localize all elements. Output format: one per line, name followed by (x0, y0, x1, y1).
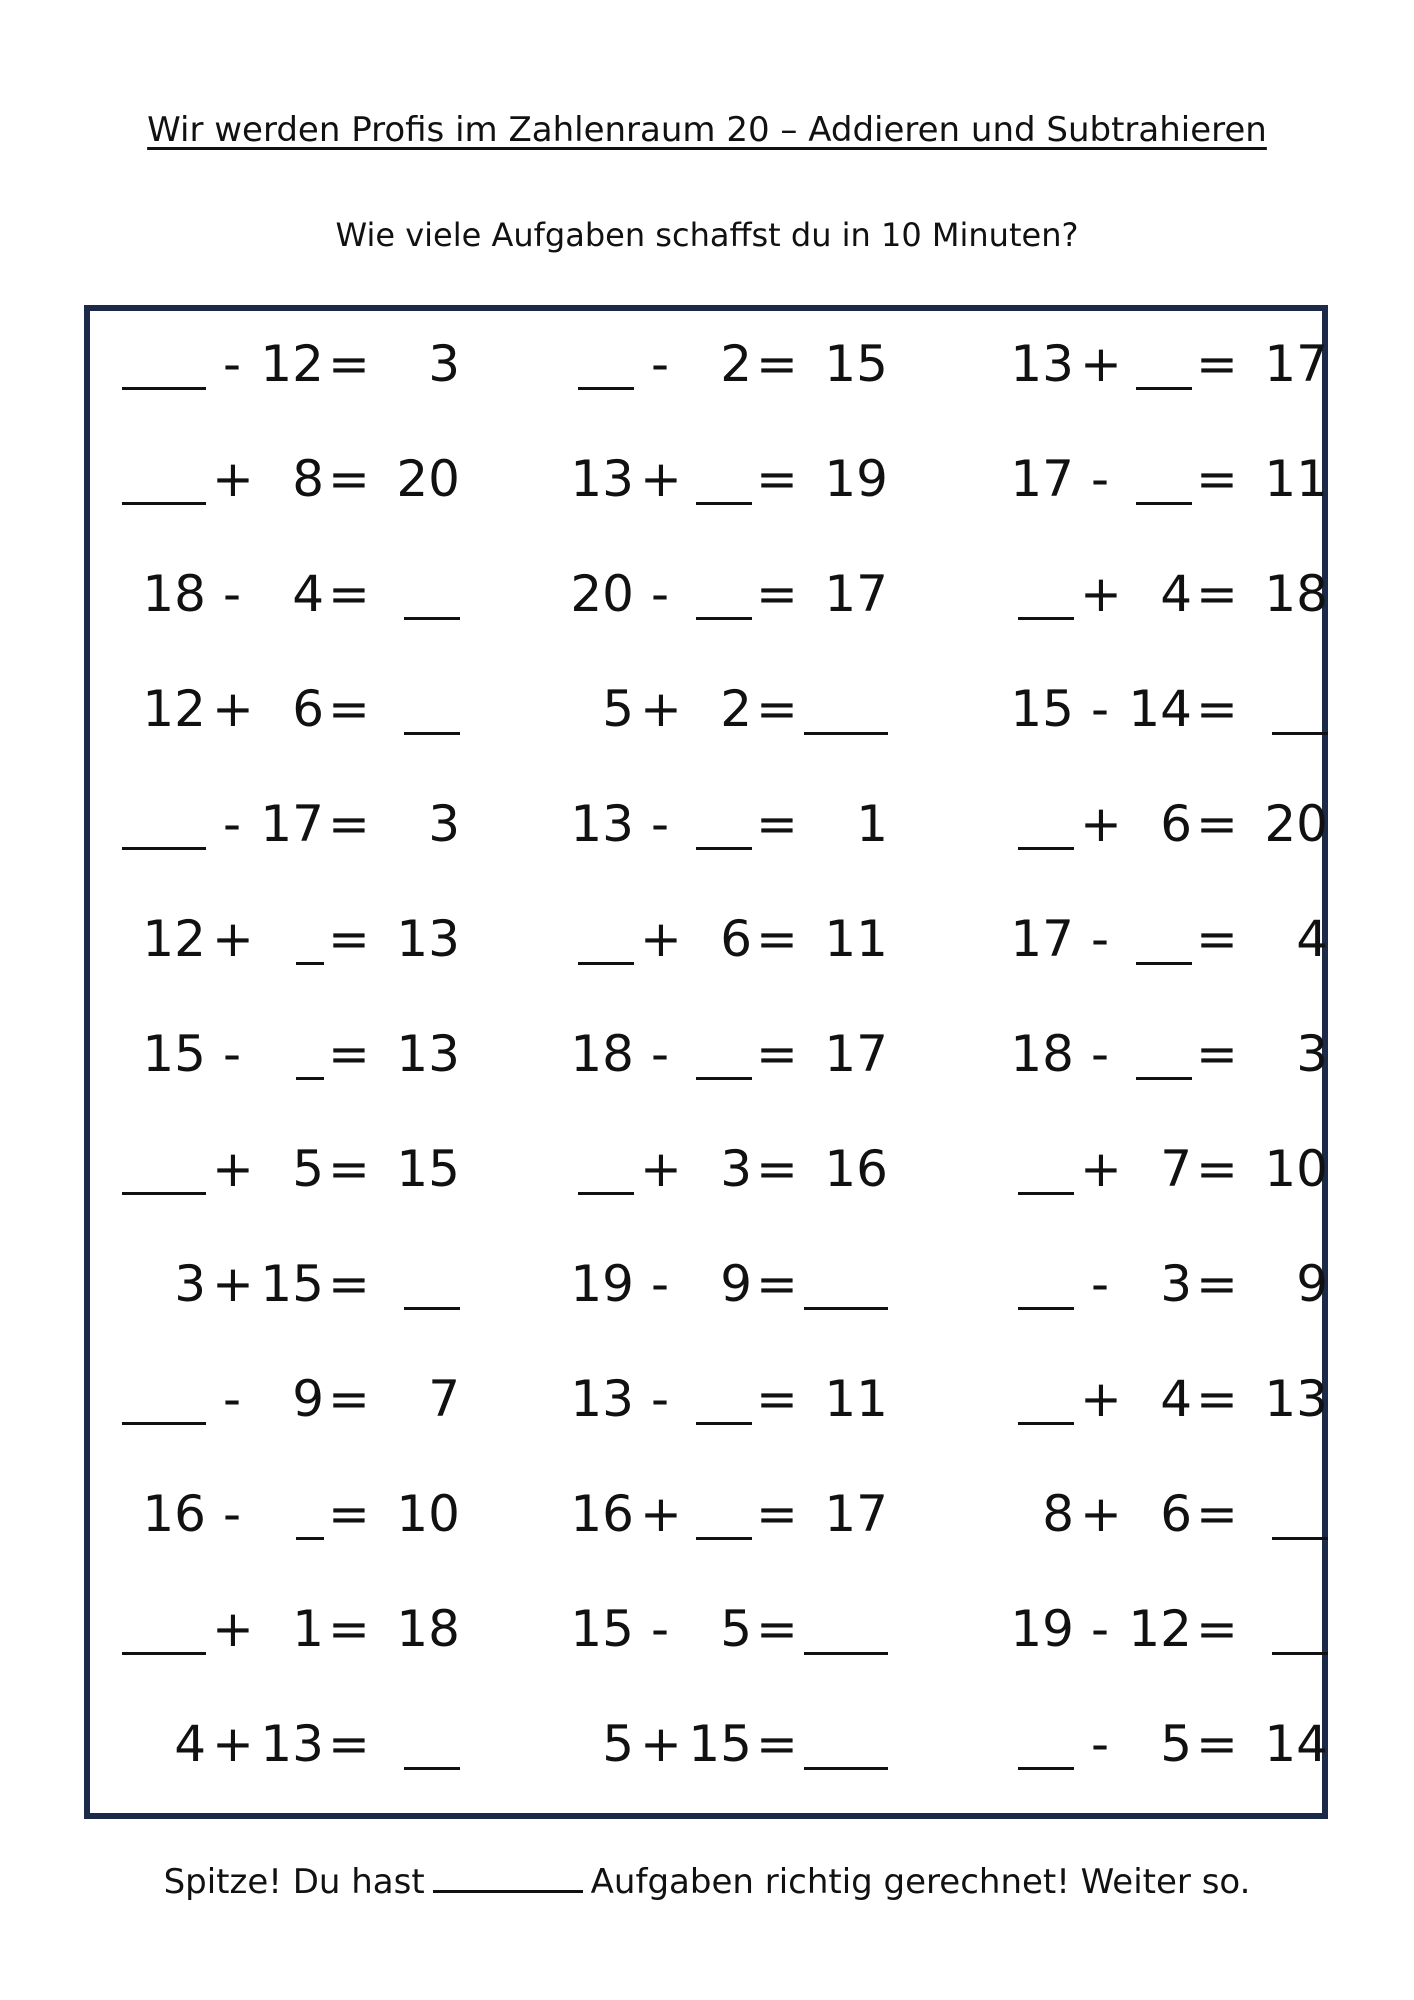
answer-blank[interactable] (696, 617, 752, 620)
equals-sign: = (1196, 565, 1238, 623)
operand-b: 5 (1160, 1715, 1192, 1773)
result: 20 (1264, 795, 1328, 853)
operand-b: 3 (720, 1140, 752, 1198)
answer-blank[interactable] (696, 1422, 752, 1425)
result: 9 (1296, 1255, 1328, 1313)
operand-b: 15 (688, 1715, 752, 1773)
operator: - (650, 1025, 670, 1083)
operand-b: 14 (1128, 680, 1192, 738)
result: 15 (824, 335, 888, 393)
operand-a (988, 554, 1074, 634)
operand-b: 7 (1160, 1140, 1192, 1198)
answer-blank[interactable] (404, 1767, 460, 1770)
result (1238, 669, 1328, 749)
operand-b: 9 (720, 1255, 752, 1313)
equals-sign: = (328, 680, 370, 738)
operator: - (650, 1255, 670, 1313)
result: 3 (428, 795, 460, 853)
operand-b (686, 1474, 752, 1554)
operator: - (650, 1600, 670, 1658)
operand-b: 12 (260, 335, 324, 393)
result: 15 (396, 1140, 460, 1198)
answer-blank[interactable] (122, 847, 206, 850)
result (1238, 1474, 1328, 1554)
operator: + (212, 1140, 254, 1198)
answer-blank[interactable] (1018, 1307, 1074, 1310)
equals-sign: = (756, 1140, 798, 1198)
operator: + (1080, 565, 1122, 623)
result: 10 (396, 1485, 460, 1543)
operand-b: 17 (260, 795, 324, 853)
result (798, 669, 888, 749)
operand-b (686, 1014, 752, 1094)
result: 13 (1264, 1370, 1328, 1428)
operand-b: 4 (1160, 1370, 1192, 1428)
operator: + (212, 680, 254, 738)
answer-blank[interactable] (404, 1307, 460, 1310)
result: 17 (1264, 335, 1328, 393)
footer-text (0, 1862, 1414, 1902)
operator: + (1080, 1485, 1122, 1543)
operand-b (1126, 324, 1192, 404)
operand-a: 19 (570, 1255, 634, 1313)
result: 11 (1264, 450, 1328, 508)
operand-a: 12 (142, 910, 206, 968)
operand-a: 13 (570, 450, 634, 508)
answer-blank[interactable] (404, 617, 460, 620)
operand-a (548, 1129, 634, 1209)
exercise-row (0, 899, 1414, 979)
answer-blank[interactable] (122, 1652, 206, 1655)
result: 10 (1264, 1140, 1328, 1198)
operand-b (1126, 439, 1192, 519)
equals-sign: = (756, 1370, 798, 1428)
answer-blank[interactable] (804, 732, 888, 735)
operator: + (212, 1715, 254, 1773)
operand-a: 8 (1042, 1485, 1074, 1543)
operator: + (640, 910, 682, 968)
worksheet-title: Wir werden Profis im Zahlenraum 20 – Addieren und Subtrahieren (147, 110, 1267, 150)
operand-a: 16 (570, 1485, 634, 1543)
equals-sign: = (1196, 335, 1238, 393)
footer-text-before: Spitze! Du hast (163, 1862, 425, 1902)
operand-a: 18 (142, 565, 206, 623)
result: 16 (824, 1140, 888, 1198)
operand-a: 17 (1010, 450, 1074, 508)
equals-sign: = (756, 910, 798, 968)
answer-blank[interactable] (1272, 1537, 1328, 1540)
equals-sign: = (328, 1600, 370, 1658)
result (370, 1244, 460, 1324)
result: 14 (1264, 1715, 1328, 1773)
answer-blank[interactable] (296, 1077, 324, 1080)
answer-blank[interactable] (578, 962, 634, 965)
operator: - (222, 1485, 242, 1543)
exercise-row (0, 1704, 1414, 1784)
operand-a: 16 (142, 1485, 206, 1543)
answer-blank[interactable] (696, 1077, 752, 1080)
equals-sign: = (756, 1025, 798, 1083)
equals-sign: = (1196, 795, 1238, 853)
operand-b: 2 (720, 335, 752, 393)
result: 18 (396, 1600, 460, 1658)
equals-sign: = (328, 795, 370, 853)
exercise-row (0, 1589, 1414, 1669)
result: 7 (428, 1370, 460, 1428)
operand-b (1126, 1014, 1192, 1094)
result: 3 (428, 335, 460, 393)
equals-sign: = (756, 1255, 798, 1313)
equals-sign: = (1196, 1715, 1238, 1773)
operand-a: 13 (570, 795, 634, 853)
equals-sign: = (756, 795, 798, 853)
equals-sign: = (328, 1140, 370, 1198)
operand-b: 1 (292, 1600, 324, 1658)
operand-b (1126, 899, 1192, 979)
equals-sign: = (328, 335, 370, 393)
answer-blank[interactable] (1018, 617, 1074, 620)
result: 13 (396, 1025, 460, 1083)
operand-b (258, 1474, 324, 1554)
operand-b: 13 (260, 1715, 324, 1773)
equals-sign: = (328, 1370, 370, 1428)
exercise-row (0, 1474, 1414, 1554)
operand-b (258, 899, 324, 979)
operand-b: 5 (292, 1140, 324, 1198)
operand-b (686, 1359, 752, 1439)
exercise-row (0, 1359, 1414, 1439)
operator: - (222, 795, 242, 853)
answer-blank[interactable] (122, 387, 206, 390)
result (370, 669, 460, 749)
result: 20 (396, 450, 460, 508)
answer-blank[interactable] (122, 502, 206, 505)
footer-text-after: Aufgaben richtig gerechnet! Weiter so. (590, 1862, 1251, 1902)
equals-sign: = (328, 565, 370, 623)
operand-a: 5 (602, 680, 634, 738)
result (798, 1589, 888, 1669)
operand-a (548, 324, 634, 404)
operator: - (1090, 1600, 1110, 1658)
operator: + (640, 1140, 682, 1198)
operator: + (212, 450, 254, 508)
operand-b: 3 (1160, 1255, 1192, 1313)
operand-a (988, 1129, 1074, 1209)
operator: + (640, 680, 682, 738)
operand-b: 2 (720, 680, 752, 738)
equals-sign: = (1196, 680, 1238, 738)
answer-blank[interactable] (122, 1422, 206, 1425)
operator: - (1090, 1255, 1110, 1313)
exercise-row (0, 669, 1414, 749)
operand-a (120, 439, 206, 519)
worksheet-subtitle: Wie viele Aufgaben schaffst du in 10 Minuten? (335, 216, 1079, 254)
result: 19 (824, 450, 888, 508)
equals-sign: = (756, 565, 798, 623)
result (798, 1704, 888, 1784)
operator: + (212, 910, 254, 968)
operator: + (212, 1600, 254, 1658)
operand-b: 6 (292, 680, 324, 738)
equals-sign: = (1196, 1140, 1238, 1198)
operand-b (686, 554, 752, 634)
equals-sign: = (328, 450, 370, 508)
operand-a: 13 (1010, 335, 1074, 393)
equals-sign: = (756, 1600, 798, 1658)
operand-b: 6 (1160, 1485, 1192, 1543)
equals-sign: = (1196, 450, 1238, 508)
answer-blank[interactable] (804, 1767, 888, 1770)
operator: + (212, 1255, 254, 1313)
operator: - (1090, 680, 1110, 738)
answer-blank[interactable] (1136, 962, 1192, 965)
equals-sign: = (328, 1485, 370, 1543)
result: 17 (824, 1025, 888, 1083)
operator: - (650, 795, 670, 853)
equals-sign: = (1196, 910, 1238, 968)
operand-b: 12 (1128, 1600, 1192, 1658)
operator: - (650, 565, 670, 623)
operand-a: 15 (142, 1025, 206, 1083)
operand-a: 13 (570, 1370, 634, 1428)
operator: - (222, 1370, 242, 1428)
equals-sign: = (328, 1255, 370, 1313)
operand-b: 4 (292, 565, 324, 623)
operand-a: 3 (174, 1255, 206, 1313)
operand-a: 12 (142, 680, 206, 738)
operand-b (686, 439, 752, 519)
result: 17 (824, 565, 888, 623)
result: 18 (1264, 565, 1328, 623)
operand-a (120, 1129, 206, 1209)
operator: - (222, 1025, 242, 1083)
operand-a (120, 1589, 206, 1669)
answer-blank[interactable] (804, 1652, 888, 1655)
operator: + (1080, 335, 1122, 393)
operator: - (222, 565, 242, 623)
equals-sign: = (1196, 1600, 1238, 1658)
equals-sign: = (1196, 1485, 1238, 1543)
operand-a: 4 (174, 1715, 206, 1773)
operand-a (988, 784, 1074, 864)
operand-a (120, 324, 206, 404)
operator: + (1080, 1370, 1122, 1428)
operator: - (1090, 1025, 1110, 1083)
answer-blank[interactable] (296, 1537, 324, 1540)
operator: - (1090, 450, 1110, 508)
result: 11 (824, 910, 888, 968)
answer-blank[interactable] (1018, 1192, 1074, 1195)
answer-blank[interactable] (804, 1307, 888, 1310)
operator: + (640, 1485, 682, 1543)
operator: - (1090, 1715, 1110, 1773)
equals-sign: = (756, 1715, 798, 1773)
operator: - (650, 1370, 670, 1428)
equals-sign: = (756, 680, 798, 738)
answer-blank[interactable] (1136, 387, 1192, 390)
operand-b (258, 1014, 324, 1094)
operand-a (120, 784, 206, 864)
answer-blank[interactable] (1018, 1422, 1074, 1425)
equals-sign: = (328, 1025, 370, 1083)
answer-blank[interactable] (296, 962, 324, 965)
answer-blank[interactable] (122, 1192, 206, 1195)
operand-b: 6 (720, 910, 752, 968)
equals-sign: = (1196, 1025, 1238, 1083)
result: 1 (856, 795, 888, 853)
footer-answer-blank[interactable] (433, 1862, 583, 1893)
answer-blank[interactable] (578, 1192, 634, 1195)
exercise-row (0, 784, 1414, 864)
answer-blank[interactable] (578, 387, 634, 390)
answer-blank[interactable] (1272, 732, 1328, 735)
operand-a (988, 1244, 1074, 1324)
answer-blank[interactable] (1272, 1652, 1328, 1655)
exercise-row (0, 1014, 1414, 1094)
result (798, 1244, 888, 1324)
operand-a (988, 1704, 1074, 1784)
answer-blank[interactable] (1018, 1767, 1074, 1770)
operator: - (222, 335, 242, 393)
equals-sign: = (756, 335, 798, 393)
answer-blank[interactable] (404, 732, 460, 735)
operand-a: 5 (602, 1715, 634, 1773)
exercise-row (0, 324, 1414, 404)
result (1238, 1589, 1328, 1669)
answer-blank[interactable] (1136, 1077, 1192, 1080)
equals-sign: = (756, 450, 798, 508)
operand-a: 17 (1010, 910, 1074, 968)
operand-a (548, 899, 634, 979)
operator: - (1090, 910, 1110, 968)
operator: + (1080, 795, 1122, 853)
result (370, 554, 460, 634)
equals-sign: = (328, 910, 370, 968)
result: 13 (396, 910, 460, 968)
equals-sign: = (756, 1485, 798, 1543)
operand-b: 15 (260, 1255, 324, 1313)
result: 17 (824, 1485, 888, 1543)
equals-sign: = (1196, 1255, 1238, 1313)
exercise-row (0, 439, 1414, 519)
operand-a: 18 (1010, 1025, 1074, 1083)
answer-blank[interactable] (1018, 847, 1074, 850)
operand-a: 15 (1010, 680, 1074, 738)
operand-a: 15 (570, 1600, 634, 1658)
operand-b: 4 (1160, 565, 1192, 623)
equals-sign: = (328, 1715, 370, 1773)
operator: + (640, 1715, 682, 1773)
result: 3 (1296, 1025, 1328, 1083)
operand-a: 20 (570, 565, 634, 623)
answer-blank[interactable] (696, 502, 752, 505)
result (370, 1704, 460, 1784)
operator: + (640, 450, 682, 508)
operand-b (686, 784, 752, 864)
operand-b: 8 (292, 450, 324, 508)
operand-a (120, 1359, 206, 1439)
result: 11 (824, 1370, 888, 1428)
equals-sign: = (1196, 1370, 1238, 1428)
answer-blank[interactable] (1136, 502, 1192, 505)
exercise-row (0, 1244, 1414, 1324)
operator: + (1080, 1140, 1122, 1198)
operand-b: 5 (720, 1600, 752, 1658)
answer-blank[interactable] (696, 1537, 752, 1540)
operand-a (988, 1359, 1074, 1439)
answer-blank[interactable] (696, 847, 752, 850)
result: 4 (1296, 910, 1328, 968)
operand-b: 6 (1160, 795, 1192, 853)
exercise-row (0, 1129, 1414, 1209)
operand-b: 9 (292, 1370, 324, 1428)
operator: - (650, 335, 670, 393)
operand-a: 18 (570, 1025, 634, 1083)
operand-a: 19 (1010, 1600, 1074, 1658)
exercise-row (0, 554, 1414, 634)
